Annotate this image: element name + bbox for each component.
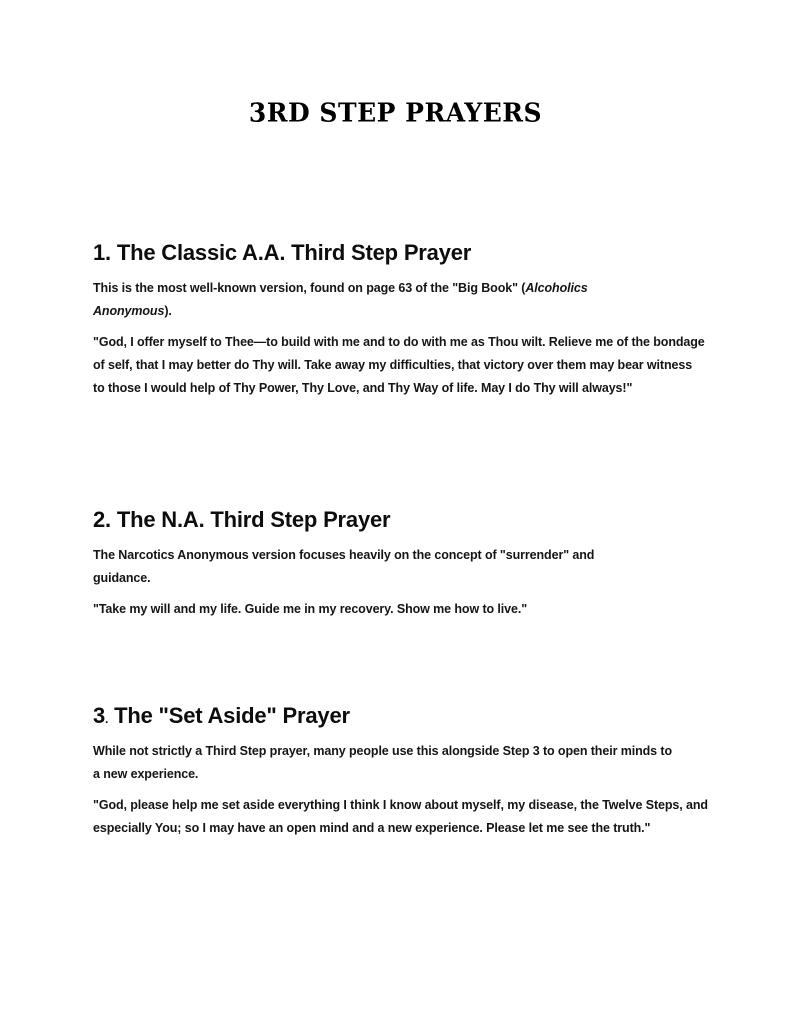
prayer-text: "God, please help me set aside everything I think I know about myself, my disease, the Twelve Steps, and especially You; so I may have an open mind and a new experience. Please let me see the truth.": [93, 798, 708, 835]
section-heading: 2. The N.A. Third Step Prayer: [93, 507, 391, 532]
section-set-aside-prayer: [93, 703, 713, 840]
prayer-text: "Take my will and my life. Guide me in my recovery. Show me how to live.": [93, 602, 528, 616]
heading-dot: .: [105, 712, 109, 726]
section-heading: 1. The Classic A.A. Third Step Prayer: [93, 240, 472, 265]
intro-text: This is the most well-known version, found on page 63 of the "Big Book" (: [93, 281, 526, 295]
prayer-text: "God, I offer myself to Thee—to build with me and to do with me as Thou wilt. Relieve me of the bondage of self, that I may better do Thy will. Take away my difficulties, that victory over them may bear witness to those I would help of Thy Power, Thy Love, and Thy Way of life. May I do Thy will always!": [93, 335, 705, 395]
section-intro: [93, 277, 653, 323]
section-intro: While not strictly a Third Step prayer, many people use this alongside Step 3 to open their minds to a new experience.: [93, 744, 672, 781]
section-heading: [93, 703, 713, 729]
section-classic-aa-prayer: [93, 240, 713, 400]
heading-text: The "Set Aside" Prayer: [108, 703, 350, 728]
intro-text-end: ).: [164, 304, 172, 318]
heading-number: 3: [93, 703, 106, 728]
document-title: 3RD STEP PRAYERS: [248, 97, 543, 128]
section-intro: The Narcotics Anonymous version focuses heavily on the concept of "surrender" and guidance.: [93, 548, 595, 585]
section-na-prayer: [93, 507, 713, 621]
book-title-italic: Alcoholics Anonymous: [93, 281, 588, 318]
